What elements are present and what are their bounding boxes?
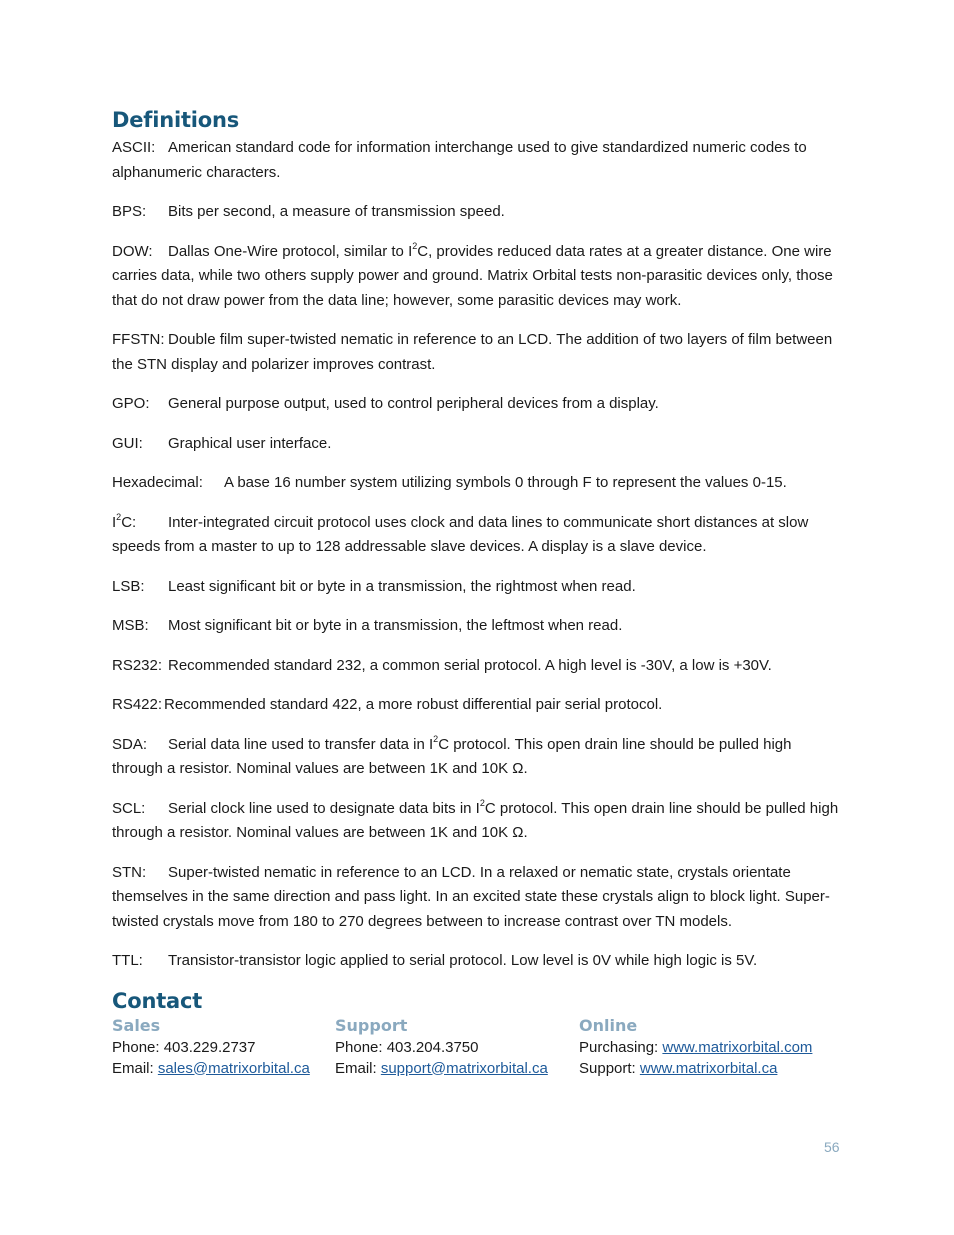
definition-term: RS232: [112, 656, 163, 674]
support-phone [335, 1037, 579, 1058]
definition-bps [112, 200, 842, 225]
definition-term: FFSTN: [112, 331, 165, 348]
definition-text: C protocol. This open drain line should be pulled high through a resistor. Nominal values are between 1K and 10K Ω. [112, 799, 839, 841]
definitions-list [112, 136, 842, 974]
contact-sales [112, 1015, 335, 1079]
page-number: 56 [824, 1139, 840, 1155]
definition-term: SCL: [112, 799, 146, 817]
term-pre: I [112, 513, 117, 531]
definition-lsb [112, 575, 842, 600]
definition-text: Graphical user interface. [168, 434, 332, 452]
definition-text: Recommended standard 422, a more robust differential pair serial protocol. [164, 696, 663, 713]
superscript: 2 [412, 240, 418, 251]
definition-text: Super-twisted nematic in reference to an LCD. In a relaxed or nematic state, crystals orientate themselves in the same direction and pass light. In an excited state these crystals align to block light. Super-twisted crystals move from 180 to 270 degrees between to increase contrast over TN models. [112, 863, 830, 930]
phone-value: 403.229.2737 [163, 1038, 256, 1056]
support-email-link[interactable]: support@matrixorbital.ca [380, 1059, 548, 1077]
definition-term: DOW: [112, 242, 153, 260]
definition-text: American standard code for information interchange used to give standardized numeric codes to alphanumeric characters. [112, 139, 807, 181]
definition-text: Most significant bit or byte in a transmission, the leftmost when read. [168, 617, 623, 634]
contact-support [335, 1015, 579, 1079]
definition-gui [112, 432, 842, 457]
definition-term: RS422: [112, 696, 163, 713]
definition-rs422 [112, 693, 842, 718]
definition-term: BPS: [112, 203, 147, 220]
phone-label: Phone: [335, 1038, 387, 1056]
definition-sda [112, 733, 842, 782]
definition-text: Least significant bit or byte in a transmission, the rightmost when read. [168, 577, 636, 595]
support-label: Support: [579, 1059, 640, 1077]
contact-grid [112, 1015, 842, 1079]
online-support [579, 1058, 842, 1079]
online-purchasing [579, 1037, 842, 1058]
definition-text: Recommended standard 232, a common serial protocol. A high level is -30V, a low is +30V. [168, 656, 772, 674]
definition-term: ASCII: [112, 139, 156, 156]
support-website-link[interactable]: www.matrixorbital.ca [639, 1059, 778, 1077]
email-label: Email: [112, 1059, 158, 1077]
definition-text: Bits per second, a measure of transmission speed. [168, 203, 505, 220]
definition-stn [112, 861, 842, 935]
definition-text-pre: Dallas One-Wire protocol, similar to I [168, 242, 413, 260]
superscript: 2 [116, 511, 122, 522]
definition-msb [112, 614, 842, 639]
definition-ffstn [112, 328, 842, 377]
definition-term: STN: [112, 863, 147, 881]
definition-hexadecimal [112, 471, 842, 496]
superscript: 2 [433, 733, 439, 744]
definition-i2c [112, 511, 842, 560]
definition-text: Double film super-twisted nematic in reference to an LCD. The addition of two layers of film between the STN display and polarizer improves contrast. [112, 331, 833, 373]
online-heading: Online [579, 1015, 638, 1035]
term-post: C: [121, 513, 137, 531]
contact-online [579, 1015, 842, 1079]
definition-term: MSB: [112, 617, 149, 634]
support-email [335, 1058, 579, 1079]
email-label: Email: [335, 1059, 381, 1077]
definition-term: Hexadecimal: [112, 474, 203, 491]
definition-term: SDA: [112, 735, 148, 753]
definition-text: C protocol. This open drain line should be pulled high through a resistor. Nominal values are between 1K and 10K Ω. [112, 735, 792, 777]
definition-gpo [112, 392, 842, 417]
definition-text: A base 16 number system utilizing symbols 0 through F to represent the values 0-15. [224, 474, 787, 491]
definition-term: TTL: [112, 952, 143, 969]
contact-title: Contact [112, 988, 203, 1013]
purchasing-label: Purchasing: [579, 1038, 663, 1056]
sales-email [112, 1058, 335, 1079]
sales-phone [112, 1037, 335, 1058]
purchasing-link[interactable]: www.matrixorbital.com [662, 1038, 813, 1056]
definitions-title: Definitions [112, 108, 240, 132]
sales-heading: Sales [112, 1015, 161, 1035]
phone-value: 403.204.3750 [386, 1038, 479, 1056]
definition-scl [112, 797, 842, 846]
superscript: 2 [479, 797, 485, 808]
definition-term: GPO: [112, 395, 150, 412]
sales-email-link[interactable]: sales@matrixorbital.ca [157, 1059, 310, 1077]
phone-label: Phone: [112, 1038, 164, 1056]
definition-text: C, provides reduced data rates at a greater distance. One wire carries data, while two others supply power and ground. Matrix Orbital tests non-parasitic devices only, those that do not draw power from the data line; however, some parasitic devices may work. [112, 242, 833, 309]
definition-text-pre: Serial clock line used to designate data bits in I [168, 799, 480, 817]
definition-text-pre: Serial data line used to transfer data in I [168, 735, 434, 753]
definition-ttl [112, 949, 842, 974]
definition-dow [112, 240, 842, 314]
definition-term: LSB: [112, 577, 145, 595]
definition-text: General purpose output, used to control peripheral devices from a display. [168, 395, 659, 412]
support-heading: Support [335, 1015, 408, 1035]
definition-rs232 [112, 654, 842, 679]
definition-term: GUI: [112, 434, 143, 452]
page-content [112, 108, 842, 1079]
definition-term [112, 511, 168, 536]
definition-text: Inter-integrated circuit protocol uses clock and data lines to communicate short distances at slow speeds from a master to up to 128 addressable slave devices. A display is a slave device. [112, 513, 809, 555]
definition-text: Transistor-transistor logic applied to serial protocol. Low level is 0V while high logic is 5V. [168, 952, 758, 969]
definition-ascii [112, 136, 842, 185]
